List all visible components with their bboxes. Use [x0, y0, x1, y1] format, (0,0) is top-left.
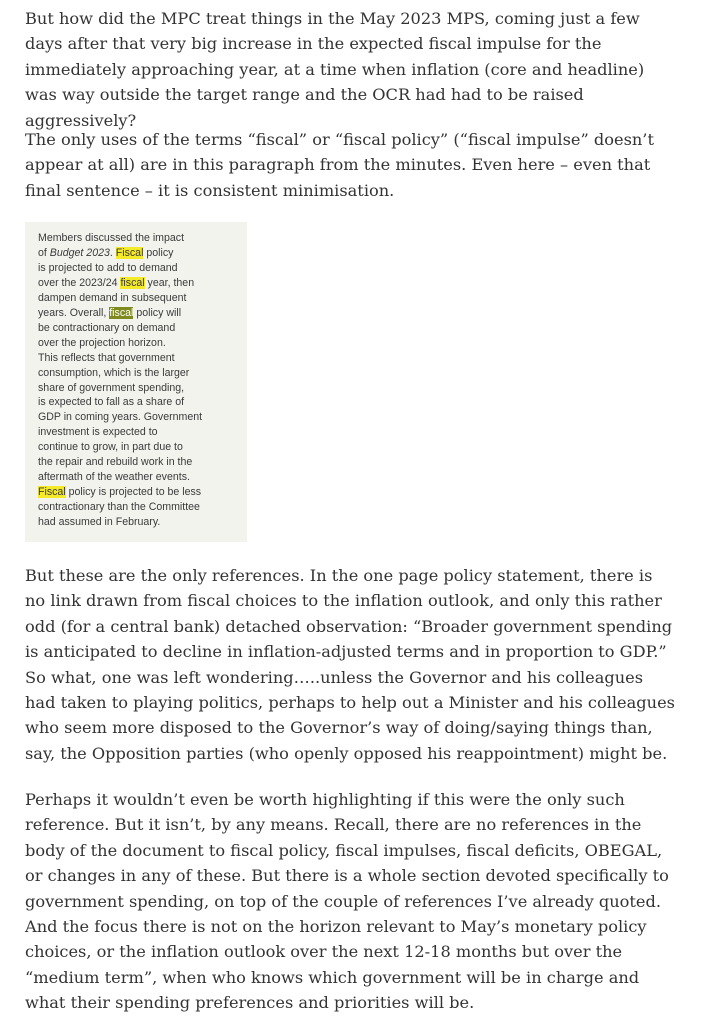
search-highlight: Fiscal: [38, 486, 66, 499]
paragraph-government-spending: Perhaps it wouldn’t even be worth highlighting if this were the only such reference. But it isn’t, by any means. Recall, there are no references in the body of the document to fiscal policy, fiscal impulses, fiscal deficits, OBEGAL, or changes in any of these. But there is a whole section devoted specifically to government spending, on top of the couple of references I’ve already quoted. And the focus there is not on the horizon relevant to May’s monetary policy choices, or the inflation outlook over the next 12-18 months but over the “medium term”, when who knows which government will be in charge and what their spending preferences and priorities will be.: [25, 790, 669, 1013]
search-highlight: Fiscal: [115, 246, 144, 259]
minutes-quote-image: [25, 222, 247, 542]
search-highlight: fiscal: [120, 276, 145, 289]
paragraph-mpc-may-2023: But how did the MPC treat things in the May 2023 MPS, coming just a few days after that very big increase in the expected fiscal impulse for the immediately approaching year, at a time when inflation (core and headline) was way outside the target range and the OCR had had to be raised aggressively?: [25, 9, 645, 130]
paragraph-only-references: But these are the only references. In the one page policy statement, there is no link drawn from fiscal choices to the inflation outlook, and only this rather odd (for a central bank) detached observation: “Broader government spending is anticipated to decline in inflation-adjusted terms and in proportion to GDP.” So what, one was left wondering…..unless the Governor and his colleagues had taken to playing politics, perhaps to help out a Minister and his colleagues who seem more disposed to the Governor’s way of doing/saying things than, say, the Opposition parties (who openly opposed his reappointment) might be.: [25, 566, 675, 763]
minutes-quote-text: Members discussed the impact of Budget 2023. Fiscal policy is projected to add to demand over the 2023/24 fiscal year, then dampen demand in subsequent years. Overall, fiscal policy will be contractionary on demand over the projection horizon. This reflects that government consumption, which is the larger share of government spending, is expected to fall as a share of GDP in coming years. Government investment is expected to continue to grow, in part due to the repair and rebuild work in the aftermath of the weather events. Fiscal policy is projected to be less contractionary than the Committee had assumed in February.: [38, 232, 203, 529]
paragraph-fiscal-terms: The only uses of the terms “fiscal” or “fiscal policy” (“fiscal impulse” doesn’t appear at all) are in this paragraph from the minutes. Even here – even that final sentence – it is consistent minimisation.: [25, 130, 654, 200]
search-highlight-active: fiscal: [109, 306, 134, 319]
